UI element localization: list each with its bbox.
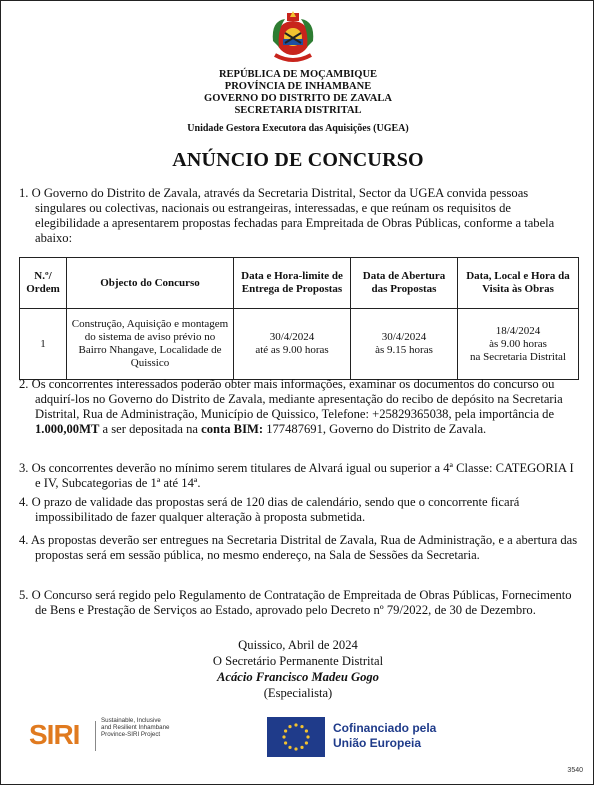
paragraph-2-part-c: 177487691, Governo do Distrito de Zavala.: [263, 422, 487, 436]
paragraph-3: [19, 461, 579, 491]
header-unit: Unidade Gestora Executora das Aquisições (UGEA): [187, 123, 409, 134]
header-line-government: GOVERNO DO DISTRITO DE ZAVALA: [204, 93, 392, 104]
header-line-secretariat: SECRETARIA DISTRITAL: [234, 105, 362, 116]
cell-opening-date: 30/4/2024: [381, 331, 427, 343]
siri-divider: [95, 721, 96, 751]
fee-amount: 1.000,00MT: [35, 422, 100, 436]
col-header-object: Objecto do Concurso: [67, 258, 234, 309]
table-row: [20, 309, 579, 380]
siri-letters-text: SIRI: [29, 719, 80, 750]
tender-table: [19, 257, 579, 380]
paragraph-3-text: 3. Os concorrentes deverão no mínimo serem titulares de Alvará igual ou superior a 4ª Classe: CATEGORIA I e IV, Subcategorias de 1ª até 14ª.: [19, 461, 574, 490]
col-header-number: N.º/ Ordem: [20, 258, 67, 309]
signature-role: O Secretário Permanente Distrital: [212, 654, 384, 668]
siri-caption-line-3: Province-SIRI Project: [101, 731, 161, 739]
siri-caption-line-1: Sustainable, Inclusive: [101, 717, 161, 724]
page-title: ANÚNCIO DE CONCURSO: [172, 149, 424, 171]
reference-number: 3540: [567, 767, 583, 774]
paragraph-2: [19, 377, 579, 437]
cell-visit: [458, 309, 579, 380]
siri-caption-line-2: and Resilient Inhambane: [101, 724, 170, 732]
paragraph-1: [19, 186, 579, 246]
cell-deadline-date: 30/4/2024: [269, 331, 315, 343]
cell-visit-place: na Secretaria Distrital: [470, 350, 566, 363]
paragraph-5-text: 4. As propostas deverão ser entregues na Secretaria Distrital de Zavala, Rua de Administração, e a abertura das propostas será em sessão pública, no mesmo endereço, na Sala de Sessões da Secretaria.: [19, 533, 578, 562]
account-label: conta BIM:: [201, 422, 264, 436]
col-header-visit: Data, Local e Hora da Visita às Obras: [458, 258, 579, 309]
col-header-opening: Data de Abertura das Propostas: [351, 258, 458, 309]
eu-text-line-2: União Europeia: [333, 736, 422, 750]
paragraph-2-part-a: 2. Os concorrentes interessados poderão obter mais informações, examinar os documentos do concurso ou adquirí-los no Governo do Distrito de Zavala, mediante apresentação do recibo de depósito na Secretaria Distrital, Rua de Administração, Município de Quissico, Telefone: +25829365038, pela importância de: [19, 377, 563, 421]
paragraph-4-text: 4. O prazo de validade das propostas será de 120 dias de calendário, sendo que o concorrente ficará impossibilitado de fazer qualquer alteração à proposta submetida.: [19, 495, 520, 524]
cell-opening: [351, 309, 458, 380]
signature-place-date: Quissico, Abril de 2024: [238, 638, 358, 652]
siri-logo-caption: [101, 717, 169, 739]
cell-visit-time: às 9.00 horas: [489, 337, 547, 350]
siri-logo: [29, 717, 169, 757]
paragraph-6: [19, 588, 579, 618]
cell-object: Construção, Aquisição e montagem do sistema de aviso prévio no Bairro Nhangave, Localidade de Quissico: [67, 309, 234, 380]
signature-block: [1, 637, 594, 701]
eu-flag-icon: [267, 717, 325, 757]
cell-deadline: [234, 309, 351, 380]
header-line-republic: REPÚBLICA DE MOÇAMBIQUE: [218, 69, 378, 80]
cell-number: 1: [20, 309, 67, 380]
header-line-province: PROVÍNCIA DE INHAMBANE: [224, 81, 372, 92]
table-header-row: [20, 258, 579, 309]
cell-opening-time: às 9.15 horas: [375, 344, 433, 356]
paragraph-6-text: 5. O Concurso será regido pelo Regulamento de Contratação de Empreitada de Obras Públicas, Fornecimento de Bens e Prestação de Serviços ao Estado, aprovado pelo Decreto nº 79/2022, de 30 de Dezembro.: [19, 588, 572, 617]
signature-name: Acácio Francisco Madeu Gogo: [217, 670, 379, 684]
eu-text-line-1: Cofinanciado pela: [333, 721, 437, 735]
paragraph-2-text: [19, 377, 579, 437]
col-header-deadline: Data e Hora-limite de Entrega de Propostas: [234, 258, 351, 309]
eu-logo: [267, 717, 467, 757]
signature-title: (Especialista): [263, 686, 333, 700]
paragraph-4: [19, 495, 579, 525]
mozambique-emblem-icon: [263, 11, 323, 69]
siri-logo-letters: [29, 719, 79, 751]
paragraph-1-text: 1. O Governo do Distrito de Zavala, através da Secretaria Distrital, Sector da UGEA convida pessoas singulares ou colectivas, nacionais ou estrangeiras, interessadas, e que reúnam os requisitos de elegibilidade a apresentarem propostas fechadas para Empreitada de Obras Públicas, conforme a tabela abaixo:: [19, 186, 555, 245]
paragraph-5: [19, 533, 579, 563]
document-header: [1, 69, 594, 135]
cell-visit-date: 18/4/2024: [495, 324, 541, 337]
paragraph-2-part-b: a ser depositada na: [99, 422, 202, 436]
cell-deadline-time: até as 9.00 horas: [255, 344, 329, 356]
eu-logo-text: [333, 721, 436, 751]
